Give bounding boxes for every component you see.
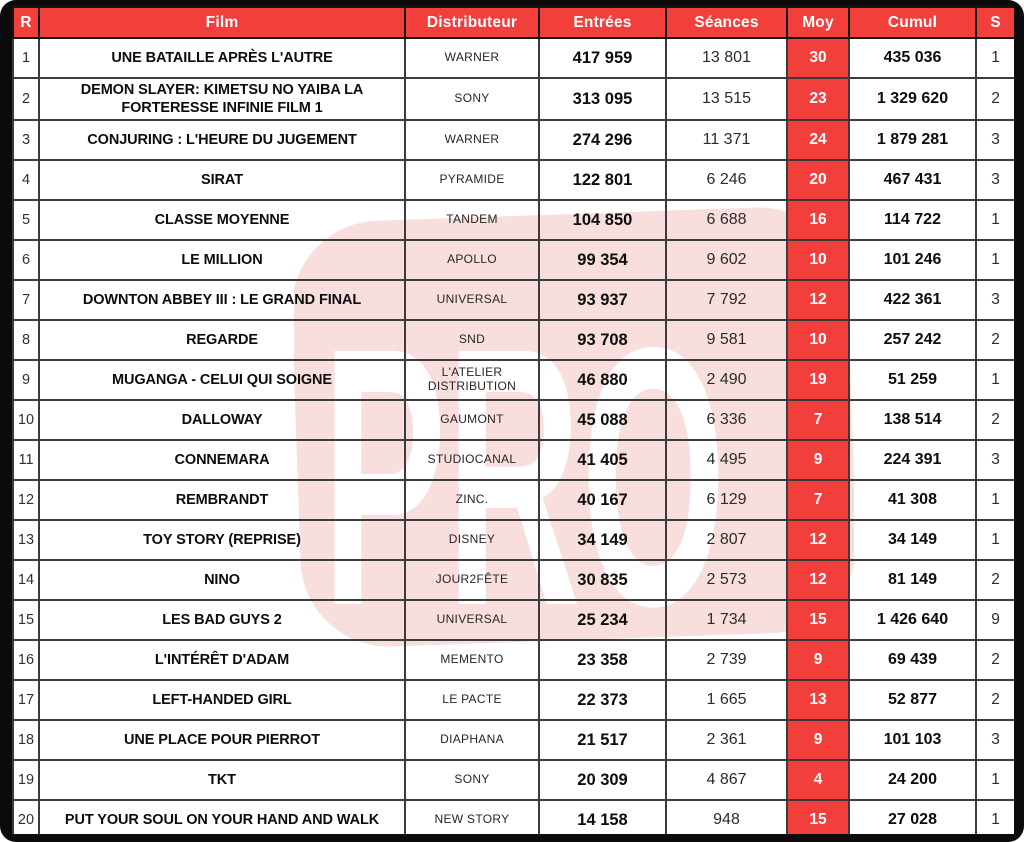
entries-cell: 122 801 (539, 160, 666, 200)
film-title-cell: REGARDE (39, 320, 405, 360)
entries-cell: 274 296 (539, 120, 666, 160)
table-row (13, 200, 1014, 240)
cumul-cell: 81 149 (849, 560, 976, 600)
screenings-cell: 6 336 (666, 400, 787, 440)
distributor-cell: UNIVERSAL (405, 600, 539, 640)
cumul-cell: 34 149 (849, 520, 976, 560)
average-cell: 19 (787, 360, 849, 400)
weeks-cell: 3 (976, 440, 1014, 480)
column-header-cumul: Cumul (849, 7, 976, 38)
cumul-cell: 52 877 (849, 680, 976, 720)
column-header-distributor: Distributeur (405, 7, 539, 38)
screenings-cell: 13 515 (666, 78, 787, 120)
table-row (13, 280, 1014, 320)
rank-cell: 10 (13, 400, 39, 440)
cumul-cell: 41 308 (849, 480, 976, 520)
cumul-cell: 69 439 (849, 640, 976, 680)
cumul-cell: 1 879 281 (849, 120, 976, 160)
entries-cell: 40 167 (539, 480, 666, 520)
table-row (13, 120, 1014, 160)
weeks-cell: 1 (976, 520, 1014, 560)
entries-cell: 25 234 (539, 600, 666, 640)
table-row (13, 360, 1014, 400)
average-cell: 15 (787, 800, 849, 834)
film-title-cell: CONNEMARA (39, 440, 405, 480)
table-row (13, 600, 1014, 640)
column-header-rank: R (13, 7, 39, 38)
screenings-cell: 11 371 (666, 120, 787, 160)
rank-cell: 5 (13, 200, 39, 240)
distributor-cell: GAUMONT (405, 400, 539, 440)
cumul-cell: 138 514 (849, 400, 976, 440)
cumul-cell: 467 431 (849, 160, 976, 200)
screenings-cell: 1 665 (666, 680, 787, 720)
entries-cell: 22 373 (539, 680, 666, 720)
film-title-cell: MUGANGA - CELUI QUI SOIGNE (39, 360, 405, 400)
weeks-cell: 1 (976, 360, 1014, 400)
cumul-cell: 27 028 (849, 800, 976, 834)
distributor-cell: SONY (405, 760, 539, 800)
entries-cell: 104 850 (539, 200, 666, 240)
table-row (13, 640, 1014, 680)
film-title-cell: DALLOWAY (39, 400, 405, 440)
entries-cell: 45 088 (539, 400, 666, 440)
table-row (13, 680, 1014, 720)
entries-cell: 14 158 (539, 800, 666, 834)
film-title-cell: NINO (39, 560, 405, 600)
entries-cell: 30 835 (539, 560, 666, 600)
average-cell: 9 (787, 440, 849, 480)
table-row (13, 400, 1014, 440)
screenings-cell: 2 573 (666, 560, 787, 600)
average-cell: 7 (787, 480, 849, 520)
weeks-cell: 2 (976, 320, 1014, 360)
weeks-cell: 2 (976, 640, 1014, 680)
rank-cell: 14 (13, 560, 39, 600)
film-title-cell: CONJURING : L'HEURE DU JUGEMENT (39, 120, 405, 160)
table-body (13, 38, 1014, 834)
cumul-cell: 101 103 (849, 720, 976, 760)
weeks-cell: 2 (976, 680, 1014, 720)
table-row (13, 78, 1014, 120)
cumul-cell: 224 391 (849, 440, 976, 480)
entries-cell: 20 309 (539, 760, 666, 800)
average-cell: 16 (787, 200, 849, 240)
distributor-cell: MEMENTO (405, 640, 539, 680)
average-cell: 4 (787, 760, 849, 800)
screenings-cell: 4 867 (666, 760, 787, 800)
average-cell: 10 (787, 240, 849, 280)
entries-cell: 417 959 (539, 38, 666, 78)
rank-cell: 6 (13, 240, 39, 280)
screenings-cell: 4 495 (666, 440, 787, 480)
column-header-film: Film (39, 7, 405, 38)
rank-cell: 8 (13, 320, 39, 360)
film-title-cell: DOWNTON ABBEY III : LE GRAND FINAL (39, 280, 405, 320)
entries-cell: 46 880 (539, 360, 666, 400)
table-row (13, 240, 1014, 280)
table-row (13, 760, 1014, 800)
distributor-cell: SND (405, 320, 539, 360)
average-cell: 9 (787, 720, 849, 760)
average-cell: 13 (787, 680, 849, 720)
rank-cell: 12 (13, 480, 39, 520)
weeks-cell: 1 (976, 38, 1014, 78)
distributor-cell: JOUR2FÊTE (405, 560, 539, 600)
cumul-cell: 422 361 (849, 280, 976, 320)
film-title-cell: REMBRANDT (39, 480, 405, 520)
entries-cell: 99 354 (539, 240, 666, 280)
table-row (13, 160, 1014, 200)
entries-cell: 41 405 (539, 440, 666, 480)
screenings-cell: 2 739 (666, 640, 787, 680)
distributor-cell: SONY (405, 78, 539, 120)
average-cell: 12 (787, 520, 849, 560)
weeks-cell: 1 (976, 800, 1014, 834)
column-header-screenings: Séances (666, 7, 787, 38)
table-row (13, 440, 1014, 480)
distributor-cell: NEW STORY (405, 800, 539, 834)
table-row (13, 38, 1014, 78)
rank-cell: 11 (13, 440, 39, 480)
weeks-cell: 1 (976, 240, 1014, 280)
weeks-cell: 3 (976, 720, 1014, 760)
average-cell: 24 (787, 120, 849, 160)
distributor-cell: WARNER (405, 38, 539, 78)
distributor-cell: TANDEM (405, 200, 539, 240)
header-row (13, 7, 1014, 38)
watermark-text: PRO (322, 271, 726, 648)
screenings-cell: 9 581 (666, 320, 787, 360)
distributor-cell: WARNER (405, 120, 539, 160)
weeks-cell: 1 (976, 480, 1014, 520)
screenings-cell: 7 792 (666, 280, 787, 320)
cumul-cell: 24 200 (849, 760, 976, 800)
table-row (13, 320, 1014, 360)
weeks-cell: 2 (976, 78, 1014, 120)
film-title-cell: DEMON SLAYER: KIMETSU NO YAIBA LA FORTERESSE INFINIE FILM 1 (39, 78, 405, 120)
film-title-cell: LE MILLION (39, 240, 405, 280)
entries-cell: 93 937 (539, 280, 666, 320)
entries-cell: 313 095 (539, 78, 666, 120)
cumul-cell: 51 259 (849, 360, 976, 400)
distributor-cell: LE PACTE (405, 680, 539, 720)
screenings-cell: 13 801 (666, 38, 787, 78)
table-surface (12, 6, 1014, 834)
weeks-cell: 3 (976, 280, 1014, 320)
distributor-cell: DISNEY (405, 520, 539, 560)
screenings-cell: 2 361 (666, 720, 787, 760)
film-title-cell: LEFT-HANDED GIRL (39, 680, 405, 720)
average-cell: 10 (787, 320, 849, 360)
rank-cell: 18 (13, 720, 39, 760)
column-header-weeks: S (976, 7, 1014, 38)
distributor-cell: PYRAMIDE (405, 160, 539, 200)
average-cell: 20 (787, 160, 849, 200)
entries-cell: 93 708 (539, 320, 666, 360)
rank-cell: 1 (13, 38, 39, 78)
entries-cell: 21 517 (539, 720, 666, 760)
screenings-cell: 948 (666, 800, 787, 834)
distributor-cell: DIAPHANA (405, 720, 539, 760)
weeks-cell: 2 (976, 560, 1014, 600)
average-cell: 23 (787, 78, 849, 120)
film-title-cell: CLASSE MOYENNE (39, 200, 405, 240)
weeks-cell: 2 (976, 400, 1014, 440)
cumul-cell: 114 722 (849, 200, 976, 240)
rank-cell: 9 (13, 360, 39, 400)
film-title-cell: L'INTÉRÊT D'ADAM (39, 640, 405, 680)
average-cell: 12 (787, 280, 849, 320)
screenings-cell: 6 129 (666, 480, 787, 520)
screenings-cell: 1 734 (666, 600, 787, 640)
distributor-cell: APOLLO (405, 240, 539, 280)
distributor-cell: STUDIOCANAL (405, 440, 539, 480)
cumul-cell: 1 329 620 (849, 78, 976, 120)
rank-cell: 2 (13, 78, 39, 120)
table-row (13, 800, 1014, 834)
rank-cell: 13 (13, 520, 39, 560)
screenings-cell: 6 246 (666, 160, 787, 200)
weeks-cell: 1 (976, 200, 1014, 240)
table-row (13, 480, 1014, 520)
distributor-cell: ZINC. (405, 480, 539, 520)
film-title-cell: UNE PLACE POUR PIERROT (39, 720, 405, 760)
screenings-cell: 9 602 (666, 240, 787, 280)
rank-cell: 4 (13, 160, 39, 200)
table-row (13, 520, 1014, 560)
average-cell: 9 (787, 640, 849, 680)
rank-cell: 19 (13, 760, 39, 800)
column-header-average: Moy (787, 7, 849, 38)
entries-cell: 34 149 (539, 520, 666, 560)
average-cell: 12 (787, 560, 849, 600)
film-title-cell: LES BAD GUYS 2 (39, 600, 405, 640)
column-header-entries: Entrées (539, 7, 666, 38)
box-office-table (12, 6, 1014, 834)
weeks-cell: 3 (976, 160, 1014, 200)
distributor-cell: UNIVERSAL (405, 280, 539, 320)
weeks-cell: 9 (976, 600, 1014, 640)
cumul-cell: 1 426 640 (849, 600, 976, 640)
rank-cell: 15 (13, 600, 39, 640)
film-title-cell: SIRAT (39, 160, 405, 200)
film-title-cell: UNE BATAILLE APRÈS L'AUTRE (39, 38, 405, 78)
cumul-cell: 101 246 (849, 240, 976, 280)
average-cell: 15 (787, 600, 849, 640)
rank-cell: 20 (13, 800, 39, 834)
rank-cell: 3 (13, 120, 39, 160)
film-title-cell: TKT (39, 760, 405, 800)
average-cell: 7 (787, 400, 849, 440)
weeks-cell: 3 (976, 120, 1014, 160)
rank-cell: 17 (13, 680, 39, 720)
weeks-cell: 1 (976, 760, 1014, 800)
distributor-cell: L'ATELIER DISTRIBUTION (405, 360, 539, 400)
screenings-cell: 2 490 (666, 360, 787, 400)
entries-cell: 23 358 (539, 640, 666, 680)
average-cell: 30 (787, 38, 849, 78)
screenings-cell: 6 688 (666, 200, 787, 240)
screenings-cell: 2 807 (666, 520, 787, 560)
table-row (13, 560, 1014, 600)
film-title-cell: PUT YOUR SOUL ON YOUR HAND AND WALK (39, 800, 405, 834)
rank-cell: 7 (13, 280, 39, 320)
cumul-cell: 257 242 (849, 320, 976, 360)
film-title-cell: TOY STORY (REPRISE) (39, 520, 405, 560)
rank-cell: 16 (13, 640, 39, 680)
cumul-cell: 435 036 (849, 38, 976, 78)
table-row (13, 720, 1014, 760)
